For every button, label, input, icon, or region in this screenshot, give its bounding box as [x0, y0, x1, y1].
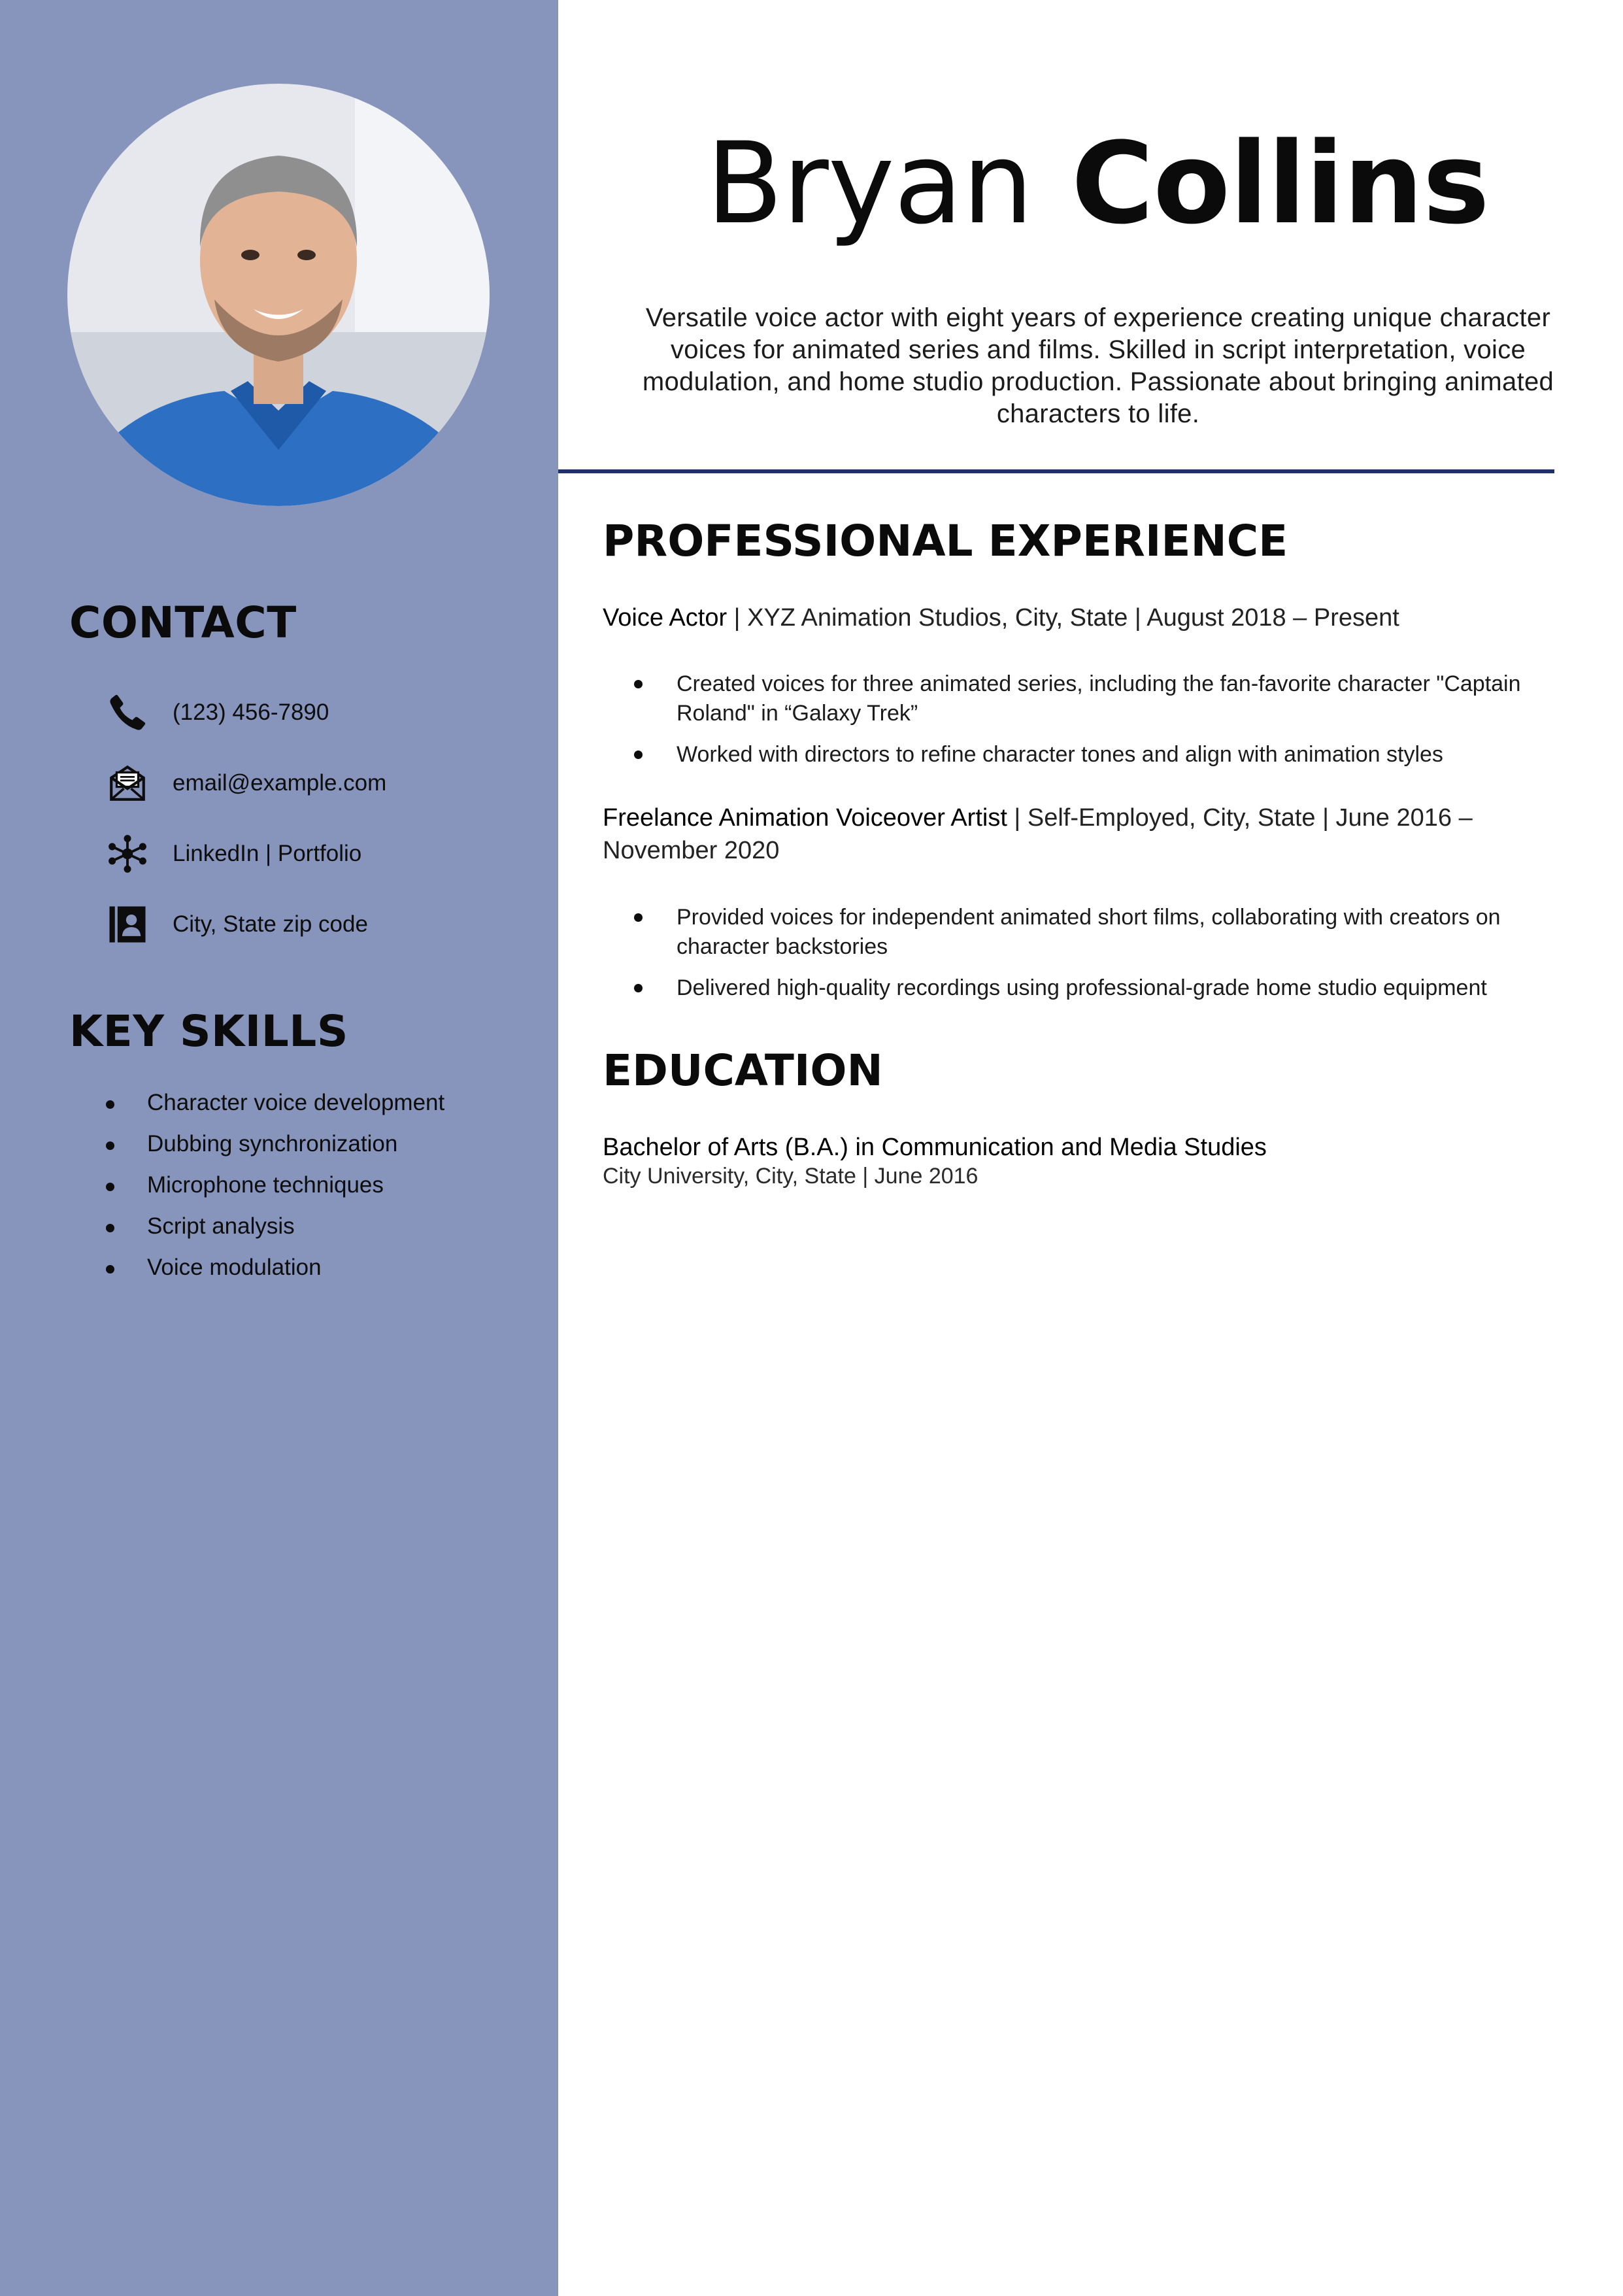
- education-heading: EDUCATION: [603, 1045, 883, 1096]
- contact-email: [105, 748, 386, 819]
- job-bullet: Provided voices for independent animated short films, collaborating with creators on character backstories: [634, 903, 1562, 962]
- skill-item: Microphone techniques: [105, 1164, 444, 1206]
- job-2-line: [603, 802, 1557, 867]
- skill-item: Dubbing synchronization: [105, 1123, 444, 1164]
- phone-icon: [105, 690, 150, 735]
- key-skills-heading: KEY SKILLS: [69, 1006, 348, 1056]
- skill-item: Character voice development: [105, 1082, 444, 1123]
- job-2-title: Freelance Animation Voiceover Artist: [603, 804, 1007, 832]
- contact-phone: [105, 677, 386, 748]
- candidate-name: [558, 118, 1623, 249]
- job-1-title: Voice Actor: [603, 604, 728, 632]
- job-bullet: Created voices for three animated series, including the fan-favorite character "Captain Roland" in “Galaxy Trek”: [634, 669, 1562, 728]
- degree-title: Bachelor of Arts (B.A.) in Communication and Media Studies: [603, 1134, 1267, 1161]
- envelope-icon: [105, 760, 150, 806]
- skill-item: Voice modulation: [105, 1247, 444, 1288]
- first-name: Bryan: [706, 118, 1033, 249]
- experience-heading: PROFESSIONAL EXPERIENCE: [603, 516, 1288, 566]
- skills-list: [105, 1082, 444, 1288]
- address-book-icon: [105, 902, 150, 947]
- job-2-details: | Self-Employed, City, State | June 2016 – November 2020: [603, 804, 1473, 864]
- last-name: Collins: [1071, 118, 1489, 249]
- school-details: City University, City, State | June 2016: [603, 1164, 979, 1189]
- phone-number[interactable]: (123) 456-7890: [173, 700, 329, 725]
- contact-heading: CONTACT: [69, 598, 297, 648]
- job-bullet: Worked with directors to refine character tones and align with animation styles: [634, 740, 1562, 769]
- contact-address: [105, 889, 386, 960]
- profile-photo: [67, 84, 490, 506]
- location-text: City, State zip code: [173, 911, 368, 937]
- email-address[interactable]: email@example.com: [173, 770, 387, 796]
- linkedin-portfolio-link[interactable]: LinkedIn | Portfolio: [173, 841, 362, 866]
- skill-item: Script analysis: [105, 1206, 444, 1247]
- job-1-bullets: [634, 669, 1562, 781]
- contact-list: [105, 677, 386, 960]
- job-bullet: Delivered high-quality recordings using professional-grade home studio equipment: [634, 973, 1562, 1003]
- portrait-image: [67, 84, 490, 506]
- header-divider: [558, 469, 1554, 473]
- job-1-details: | XYZ Animation Studios, City, State | August 2018 – Present: [727, 604, 1399, 632]
- profile-summary: Versatile voice actor with eight years of experience creating unique character voices for animated series and films. Skilled in script interpretation, voice modulation, and home studio production. Passionate about bringing animated characters to life.: [642, 303, 1554, 428]
- contact-links: [105, 819, 386, 889]
- job-1-line: [603, 601, 1557, 634]
- network-icon: [105, 831, 150, 877]
- job-2-bullets: [634, 903, 1562, 1015]
